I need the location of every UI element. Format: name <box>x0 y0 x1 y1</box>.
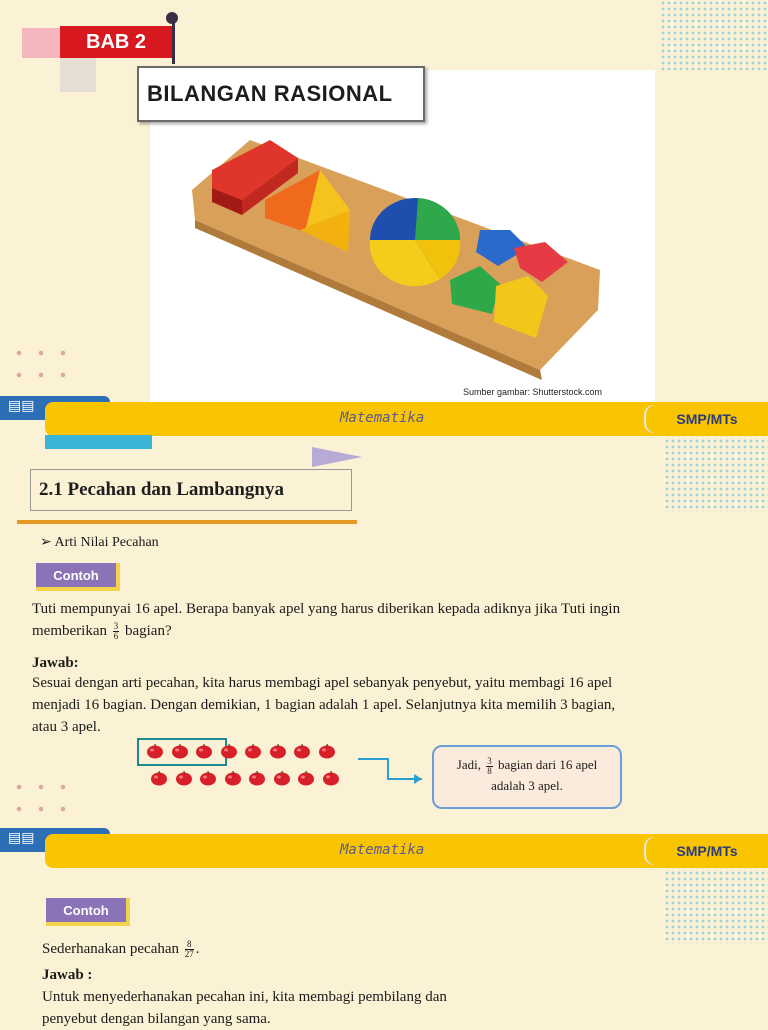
section-flag <box>312 447 362 467</box>
apple-icon <box>248 770 266 786</box>
answer-line: Sesuai dengan arti pecahan, kita harus membagi apel sebanyak penyebut, yaitu membagi 16 apel <box>32 675 613 691</box>
decor-dots-left-2 <box>8 776 74 820</box>
book-icon: ▤▤ <box>8 399 35 414</box>
result-line <box>434 755 620 776</box>
fraction-numerator: 8 <box>185 940 194 950</box>
result-text: bagian dari 16 apel <box>497 757 598 772</box>
fraction <box>113 622 120 641</box>
apple-icon <box>146 743 164 759</box>
fraction-numerator: 3 <box>113 621 119 632</box>
section-underline <box>17 520 357 524</box>
result-line: adalah 3 apel. <box>491 777 563 793</box>
image-credit: Sumber gambar: Shutterstock.com <box>463 387 603 397</box>
apple-icon <box>199 770 217 786</box>
header-level: SMP/MTs <box>646 405 768 433</box>
answer-label: Jawab : <box>42 967 93 983</box>
example1-answer <box>32 672 752 738</box>
answer-line: menjadi 16 bagian. Dengan demikian, 1 bagian adalah 1 apel. Selanjutnya kita memilih 3 bagian, <box>32 697 616 713</box>
apple-icon <box>224 770 242 786</box>
apple-icon <box>293 743 311 759</box>
chapter-pin-head <box>166 12 178 24</box>
chapter-title: BILANGAN RASIONAL <box>137 66 425 122</box>
book-icon: ▤▤ <box>8 831 35 846</box>
header-subject: Matematika <box>340 410 425 426</box>
result-box <box>432 745 622 809</box>
section-title: 2.1 Pecahan dan Lambangnya <box>30 469 352 511</box>
fraction <box>185 940 194 959</box>
decor-dots-right <box>664 432 768 512</box>
apple-icon <box>220 743 238 759</box>
apple-icon <box>150 770 168 786</box>
apple-icon <box>273 770 291 786</box>
fraction-denominator: 8 <box>487 765 492 776</box>
answer-line: Untuk menyederhanakan pecahan ini, kita membagi pembilang dan <box>42 989 447 1005</box>
arrow-icon <box>356 755 426 785</box>
apple-icon <box>322 770 340 786</box>
question-text: Sederhanakan pecahan <box>42 941 180 957</box>
chapter-label: BAB 2 <box>60 26 172 58</box>
header-subject: Matematika <box>340 842 425 858</box>
section-stripe <box>45 435 152 449</box>
header-level: SMP/MTs <box>646 837 768 865</box>
fraction-numerator: 3 <box>487 755 492 766</box>
apple-icon <box>297 770 315 786</box>
apple-icon <box>175 770 193 786</box>
apple-icon <box>171 743 189 759</box>
question-line <box>32 620 752 642</box>
answer-line: atau 3 apel. <box>32 719 101 735</box>
bullet-icon: ➢ <box>40 535 52 550</box>
question-text: memberikan <box>32 623 107 639</box>
example-badge: Contoh <box>46 898 130 926</box>
apple-icon <box>318 743 336 759</box>
decor-dots-left-1 <box>8 342 74 386</box>
fraction <box>486 757 493 776</box>
fraction-denominator: 27 <box>184 949 194 960</box>
decor-dots-top-right <box>660 0 768 70</box>
subtopic-label: Arti Nilai Pecahan <box>54 535 159 550</box>
subtopic <box>40 532 159 554</box>
apple-icon <box>195 743 213 759</box>
example2-question <box>42 938 200 960</box>
example2-answer <box>42 986 742 1030</box>
question-line: Tuti mempunyai 16 apel. Berapa banyak apel yang harus diberikan kepada adiknya jika Tuti ingin <box>32 601 621 617</box>
question-text: bagian? <box>124 623 172 639</box>
answer-label: Jawab: <box>32 655 79 671</box>
question-text: . <box>195 941 200 957</box>
chapter-decor-grey <box>60 58 96 92</box>
result-text: Jadi, <box>456 757 481 772</box>
answer-line: penyebut dengan bilangan yang sama. <box>42 1011 271 1027</box>
fraction-denominator: 6 <box>113 631 119 642</box>
decor-dots-bottom-right <box>664 864 768 944</box>
example-badge: Contoh <box>36 563 120 591</box>
apple-icon <box>244 743 262 759</box>
apple-icon <box>269 743 287 759</box>
example1-question <box>32 598 752 642</box>
